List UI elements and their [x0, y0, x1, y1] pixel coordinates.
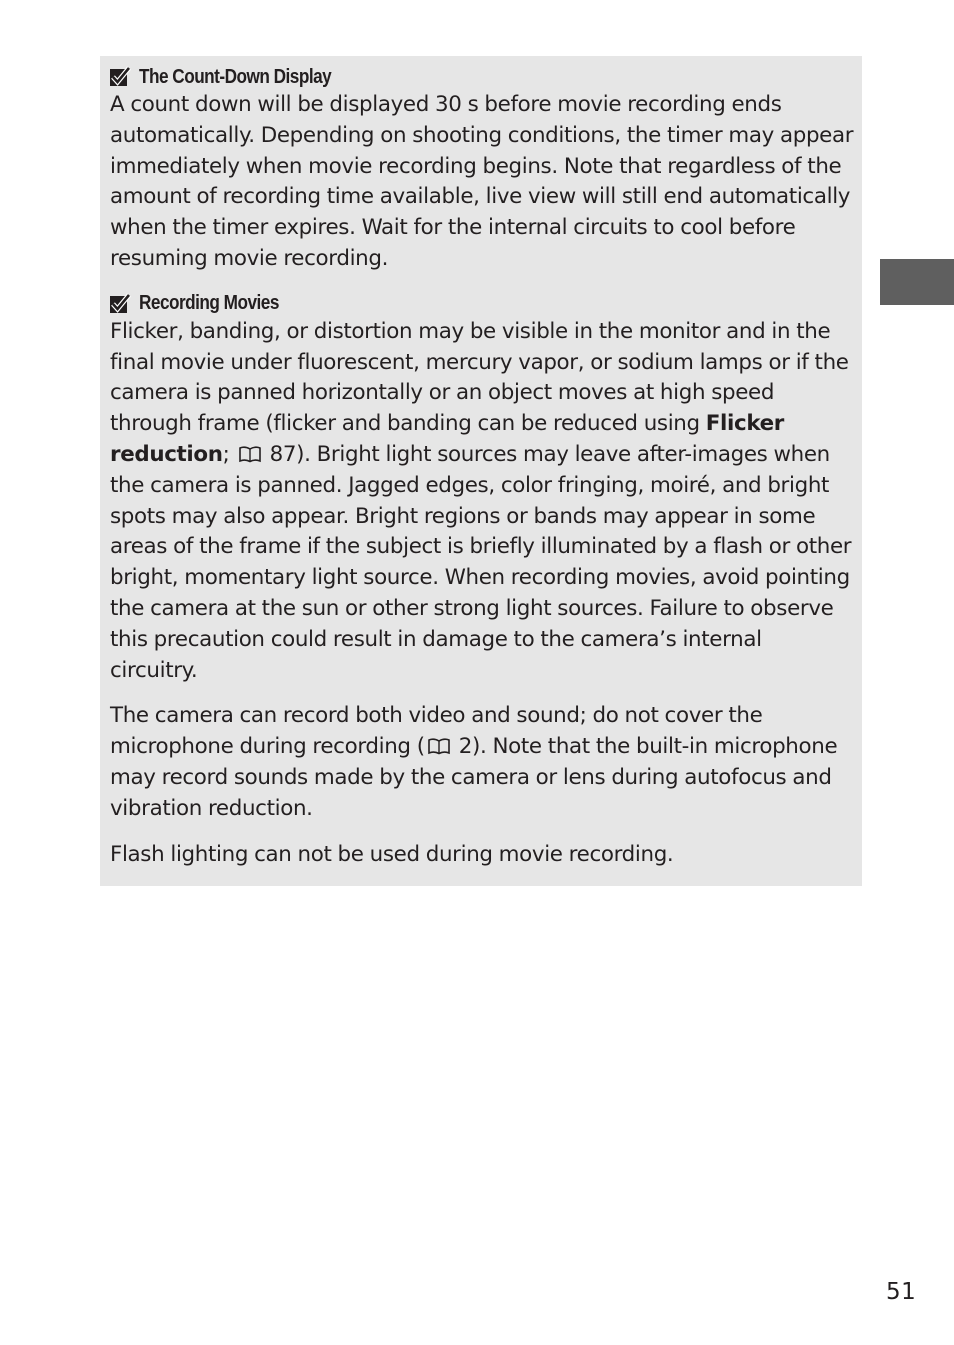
- page-number: 51: [886, 1279, 917, 1305]
- checkmark-icon: [110, 66, 132, 88]
- note-title: Recording Movies: [139, 292, 279, 315]
- note-paragraph: [110, 317, 854, 687]
- note-paragraph: A count down will be displayed 30 s before movie recording ends automatically. Depending on shooting conditions, the timer may appear immediately when movie recording begins. Note that regardless of the amount of recording time available, live view will still end automatically when the timer expires. Wait for the internal circuits to cool before resuming movie recording.: [110, 92, 854, 271]
- note-heading-countdown: [110, 64, 854, 90]
- section-tab-marker: [880, 259, 954, 305]
- book-icon: [238, 445, 262, 463]
- paragraph-text: Flicker, banding, or distortion may be visible in the monitor and in the final movie under fluorescent, mercury vapor, or sodium lamps or if the camera is panned horizontally or an object moves at high speed through frame (flicker and banding can be reduced using: [110, 318, 849, 437]
- note-paragraph: Flash lighting can not be used during movie recording.: [110, 841, 674, 867]
- note-heading-recording: [110, 291, 854, 317]
- checkmark-icon: [110, 293, 132, 315]
- paragraph-text: ). Note that the built-in microphone may record sounds made by the camera or lens during autofocus and vibration reduction.: [110, 734, 838, 821]
- page-reference: 2: [452, 734, 473, 760]
- note-paragraph: [110, 701, 854, 824]
- note-content: [110, 64, 854, 870]
- paragraph-text: The camera can record both video and sound; do not cover the microphone during recording (: [110, 703, 763, 760]
- paragraph-text: ). Bright light sources may leave after-images when the camera is panned. Jagged edges, color fringing, moiré, and bright spots may also appear. Bright regions or bands may appear in some areas of the frame if the subject is briefly illuminated by a flash or other bright, momentary light source. When recording movies, avoid pointing the camera at the sun or other strong light sources. Failure to observe this precaution could result in damage to the camera’s internal circuitry.: [110, 441, 852, 683]
- note-title: The Count-Down Display: [139, 65, 332, 88]
- paragraph-text: ;: [222, 441, 236, 467]
- book-icon: [427, 737, 451, 755]
- note-box: [100, 56, 862, 886]
- page-reference: 87: [263, 441, 297, 467]
- menu-item-reference: Flicker reduction: [110, 411, 784, 467]
